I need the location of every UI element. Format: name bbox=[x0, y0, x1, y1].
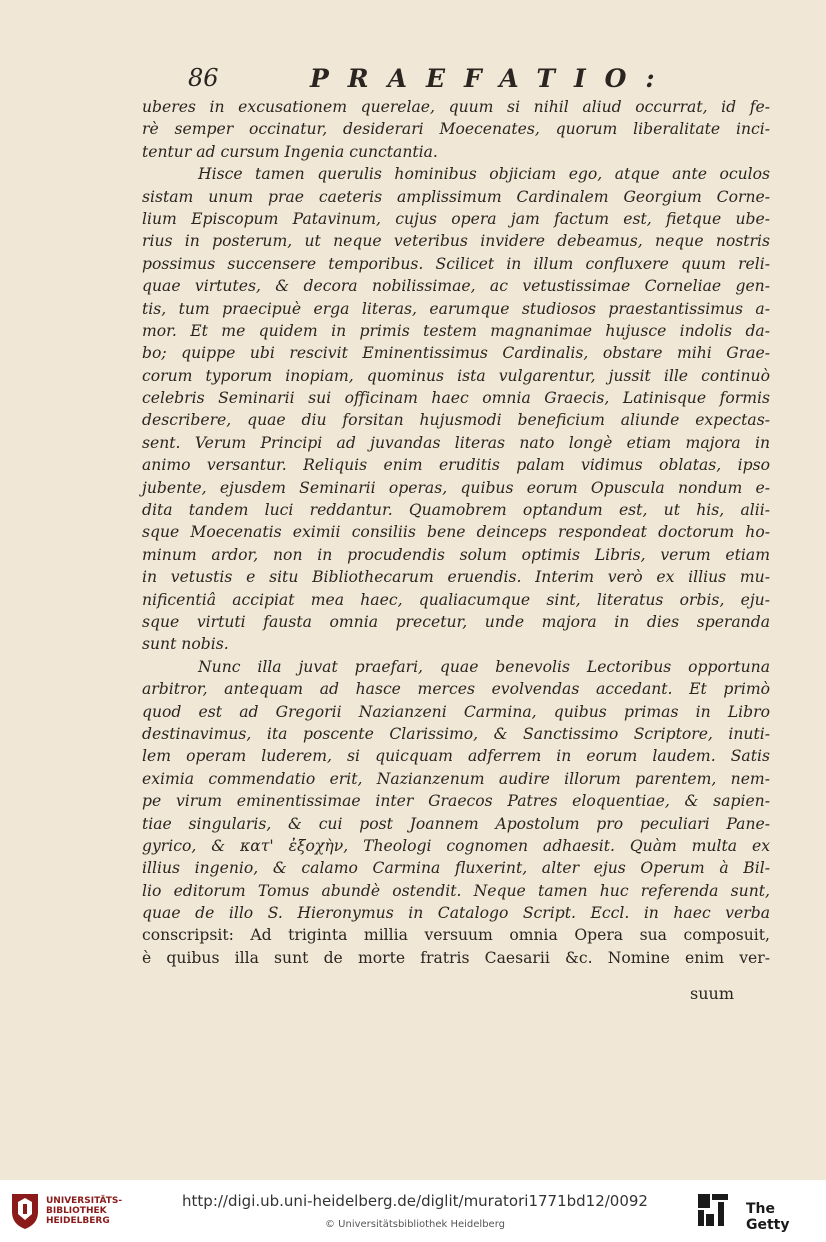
text-line: sistam unum prae caeteris amplissimum Cardinalem Georgium Corne- bbox=[142, 187, 770, 206]
text-line: tiae singularis, & cui post Joannem Apostolum pro peculiari Pane- bbox=[142, 814, 770, 833]
text-line: quae de illo S. Hieronymus in Catalogo Script. Eccl. in haec verba bbox=[142, 904, 770, 923]
page-header bbox=[172, 64, 672, 98]
text-line: arbitror, antequam ad hasce merces evolvendas accedant. Et primò bbox=[142, 680, 770, 699]
text-line: tis, tum praecipuè erga literas, earumque studiosos praestantissimus a- bbox=[142, 299, 770, 318]
text-line: quae virtutes, & decora nobilissimae, ac vetustissimae Corneliae gen- bbox=[142, 277, 770, 296]
body-text bbox=[142, 96, 770, 969]
heidelberg-seal-icon bbox=[10, 1190, 40, 1230]
text-line: rè semper occinatur, desiderari Moecenates, quorum liberalitate inci- bbox=[142, 120, 770, 139]
getty-mark-icon bbox=[696, 1192, 730, 1228]
text-line: illius ingenio, & calamo Carmina fluxerint, alter ejus Operum à Bil- bbox=[142, 859, 770, 878]
text-line: sque virtuti fausta omnia precetur, unde majora in dies speranda bbox=[142, 612, 770, 631]
text-line: sque Moecenatis eximii consiliis bene deinceps respondeat doctorum ho- bbox=[142, 523, 770, 542]
text-line: nificentiâ accipiat mea haec, qualiacumque sint, literatus orbis, eju- bbox=[142, 590, 770, 609]
text-line: uberes in excusationem querelae, quum si nihil aliud occurrat, id fe- bbox=[142, 98, 770, 116]
getty-logo[interactable] bbox=[696, 1192, 822, 1233]
text-line: lium Episcopum Patavinum, cujus opera jam factum est, fietque ube- bbox=[142, 209, 770, 228]
heidelberg-logo[interactable] bbox=[10, 1190, 170, 1230]
text-line: quod est ad Gregorii Nazianzeni Carmina, quibus primas in Libro bbox=[142, 702, 770, 721]
text-line: lem operam luderem, si quicquam adferrem in eorum laudem. Satis bbox=[142, 747, 770, 766]
text-line: bo; quippe ubi rescivit Eminentissimus Cardinalis, obstare mihi Grae- bbox=[142, 344, 770, 363]
text-line: pe virum eminentissimae inter Graecos Patres eloquentiae, & sapien- bbox=[142, 792, 770, 811]
institution-name: UNIVERSITÄTS- BIBLIOTHEK HEIDELBERG bbox=[46, 1196, 123, 1226]
viewer-footer bbox=[0, 1180, 826, 1242]
text-line: Nunc illa juvat praefari, quae benevolis Lectoribus opportuna bbox=[198, 657, 770, 676]
catchword: suum bbox=[690, 984, 734, 1003]
text-line: describere, quae diu forsitan hujusmodi beneficium aliunde expectas- bbox=[142, 411, 770, 430]
text-line: eximia commendatio erit, Nazianzenum audire illorum parentem, nem- bbox=[142, 769, 770, 788]
running-head: PRAEFATIO: bbox=[310, 64, 674, 93]
text-line: rius in posterum, ut neque veteribus invidere debeamus, neque nostris bbox=[142, 232, 770, 251]
text-line: è quibus illa sunt de morte fratris Caesarii &c. Nomine enim ver- bbox=[142, 948, 770, 967]
text-line: dita tandem luci reddantur. Quamobrem optandum est, ut his, alii- bbox=[142, 501, 770, 520]
text-line: destinavimus, ita poscente Clarissimo, & Sanctissimo Scriptore, inuti- bbox=[142, 724, 770, 743]
getty-name: The Getty bbox=[746, 1201, 790, 1233]
copyright-notice: © Universitätsbibliothek Heidelberg bbox=[324, 1219, 505, 1230]
text-line: Hisce tamen querulis hominibus objiciam ego, atque ante oculos bbox=[198, 165, 770, 184]
text-line: possimus succensere temporibus. Scilicet in illum confluxere quum reli- bbox=[142, 254, 770, 273]
text-line: tentur ad cursum Ingenia cunctantia. bbox=[142, 142, 438, 161]
text-line: gyrico, & κατ' ἐξοχὴν, Theologi cognomen adhaesit. Quàm multa ex bbox=[142, 836, 770, 855]
page-number: 86 bbox=[188, 64, 219, 92]
text-line: lio editorum Tomus abundè ostendit. Neque tamen huc referenda sunt, bbox=[142, 881, 770, 900]
permalink[interactable]: http://digi.ub.uni-heidelberg.de/diglit/muratori1771bd12/0092 bbox=[182, 1192, 648, 1210]
text-line: corum typorum inopiam, quominus ista vulgarentur, jussit ille continuò bbox=[142, 366, 770, 385]
text-line: jubente, ejusdem Seminarii operas, quibus eorum Opuscula nondum e- bbox=[142, 478, 770, 497]
text-line: sent. Verum Principi ad juvandas literas nato longè etiam majora in bbox=[142, 433, 770, 452]
text-line: mor. Et me quidem in primis testem magnanimae hujusce indolis da- bbox=[142, 321, 770, 340]
text-line: conscripsit: Ad triginta millia versuum omnia Opera sua composuit, bbox=[142, 926, 770, 945]
text-line: celebris Seminarii sui officinam haec omnia Graecis, Latinisque formis bbox=[142, 389, 770, 408]
text-line: sunt nobis. bbox=[142, 635, 229, 654]
text-line: animo versantur. Reliquis enim eruditis palam vidimus oblatas, ipso bbox=[142, 456, 770, 475]
text-line: minum ardor, non in procudendis solum optimis Libris, verum etiam bbox=[142, 545, 770, 564]
text-line: in vetustis e situ Bibliothecarum eruendis. Interim verò ex illius mu- bbox=[142, 568, 770, 587]
